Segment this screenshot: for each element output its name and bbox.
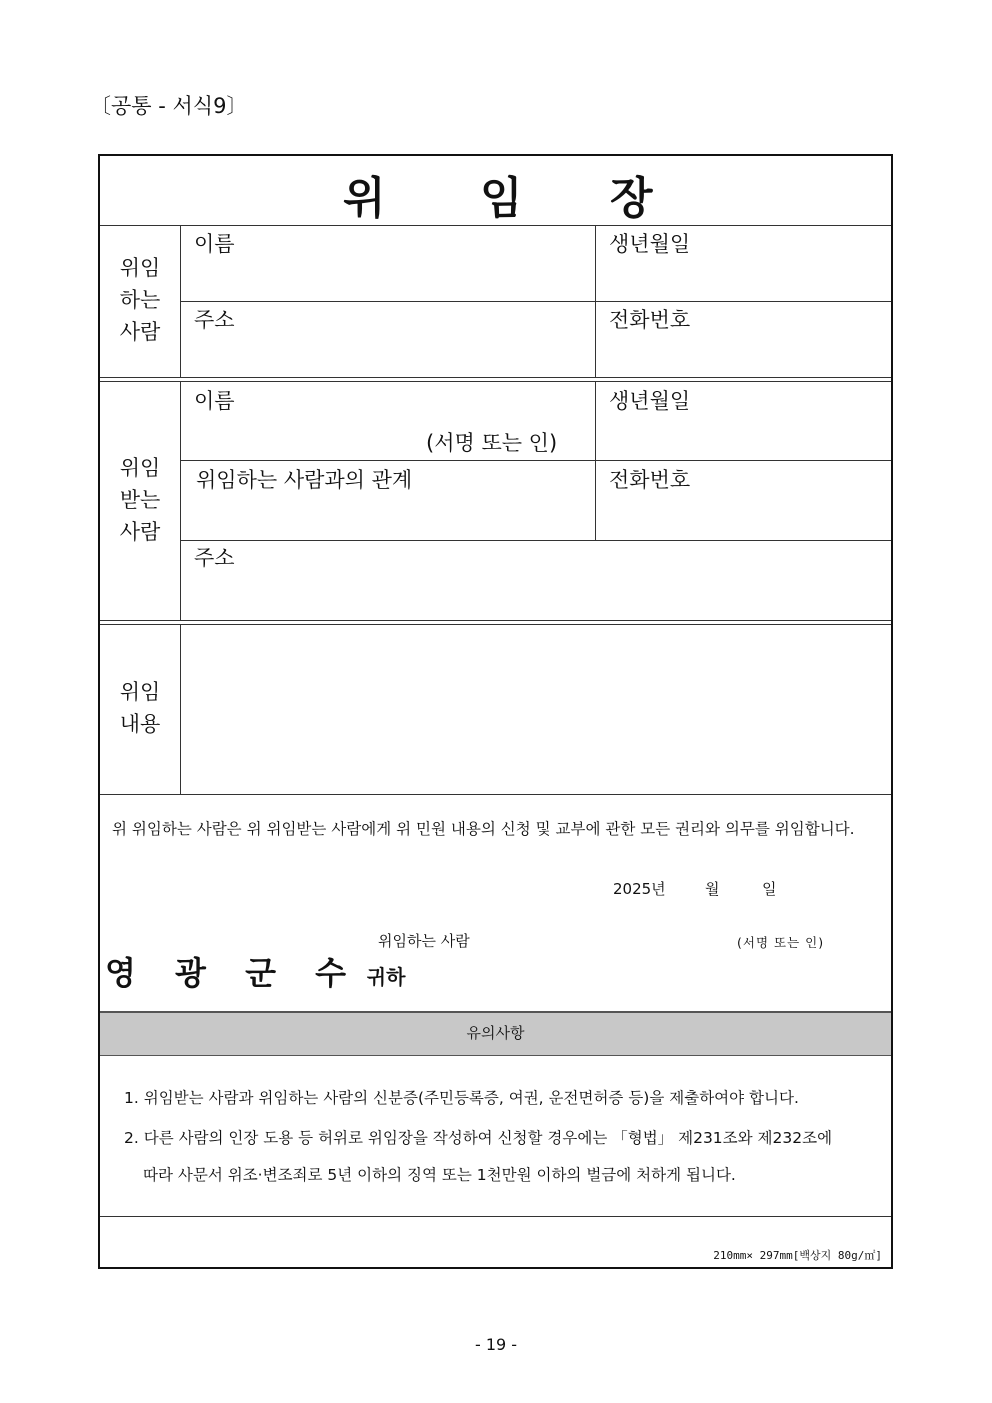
delegation-content-area[interactable]	[182, 626, 891, 792]
content-section-label: 위임 내용	[119, 680, 161, 736]
divider	[180, 624, 181, 794]
divider	[100, 1216, 891, 1217]
divider	[100, 620, 891, 625]
form-code: 〔공통 - 서식9〕	[90, 94, 248, 118]
divider	[595, 381, 596, 541]
note-item-2: 2. 다른 사람의 인장 도용 등 허위로 위임장을 작성하여 신청할 경우에는 「형법」 제231조와 제232조에	[124, 1129, 833, 1147]
divider	[100, 225, 891, 226]
notes-title: 유의사항	[100, 1011, 891, 1056]
delegation-statement: 위 위임하는 사람은 위 위임받는 사람에게 위 민원 내용의 신청 및 교부에 관한 모든 권리와 의무를 위임합니다.	[112, 820, 855, 838]
divider	[180, 540, 891, 541]
delegator-address-field[interactable]: 주소	[194, 308, 235, 332]
date-day: 일	[762, 880, 777, 898]
divider	[100, 377, 891, 382]
date-year: 2025년	[613, 880, 666, 898]
delegatee-name-field[interactable]: 이름	[194, 389, 235, 413]
delegator-birth-field[interactable]: 생년월일	[609, 232, 691, 256]
recipient-name: 영 광 군 수	[105, 954, 361, 992]
delegation-form	[98, 154, 893, 1269]
delegator-phone-field[interactable]: 전화번호	[609, 308, 691, 332]
delegatee-sign-note: (서명 또는 인)	[426, 431, 558, 455]
note-item-1: 1. 위임받는 사람과 위임하는 사람의 신분증(주민등록증, 여권, 운전면허증 등)을 제출하여야 합니다.	[124, 1089, 799, 1107]
divider	[180, 460, 891, 461]
divider	[180, 381, 181, 621]
note-item-2-continued: 따라 사문서 위조·변조죄로 5년 이하의 징역 또는 1천만원 이하의 벌금에 처하게 됩니다.	[143, 1166, 736, 1184]
delegator-section-label: 위임 하는 사람	[119, 256, 161, 344]
signer-sign-note: (서명 또는 인)	[737, 935, 825, 950]
recipient-suffix: 귀하	[366, 965, 406, 989]
recipient	[105, 948, 405, 994]
divider	[180, 301, 891, 302]
delegatee-birth-field[interactable]: 생년월일	[609, 389, 691, 413]
delegatee-section-label: 위임 받는 사람	[119, 456, 161, 544]
delegator-name-field[interactable]: 이름	[194, 232, 235, 256]
signer-label: 위임하는 사람	[378, 932, 470, 950]
form-title-char-2: 임	[480, 173, 523, 224]
form-title-char-1: 위	[343, 173, 386, 224]
form-title-char-3: 장	[610, 173, 653, 224]
divider	[100, 794, 891, 795]
delegatee-relation-field[interactable]: 위임하는 사람과의 관계	[196, 468, 413, 492]
date-month: 월	[705, 880, 720, 898]
delegatee-address-field[interactable]: 주소	[194, 546, 235, 570]
paper-spec: 210mm× 297mm[백상지 80g/㎡]	[713, 1249, 882, 1262]
page-number: - 19 -	[474, 1335, 518, 1354]
delegatee-phone-field[interactable]: 전화번호	[609, 468, 691, 492]
